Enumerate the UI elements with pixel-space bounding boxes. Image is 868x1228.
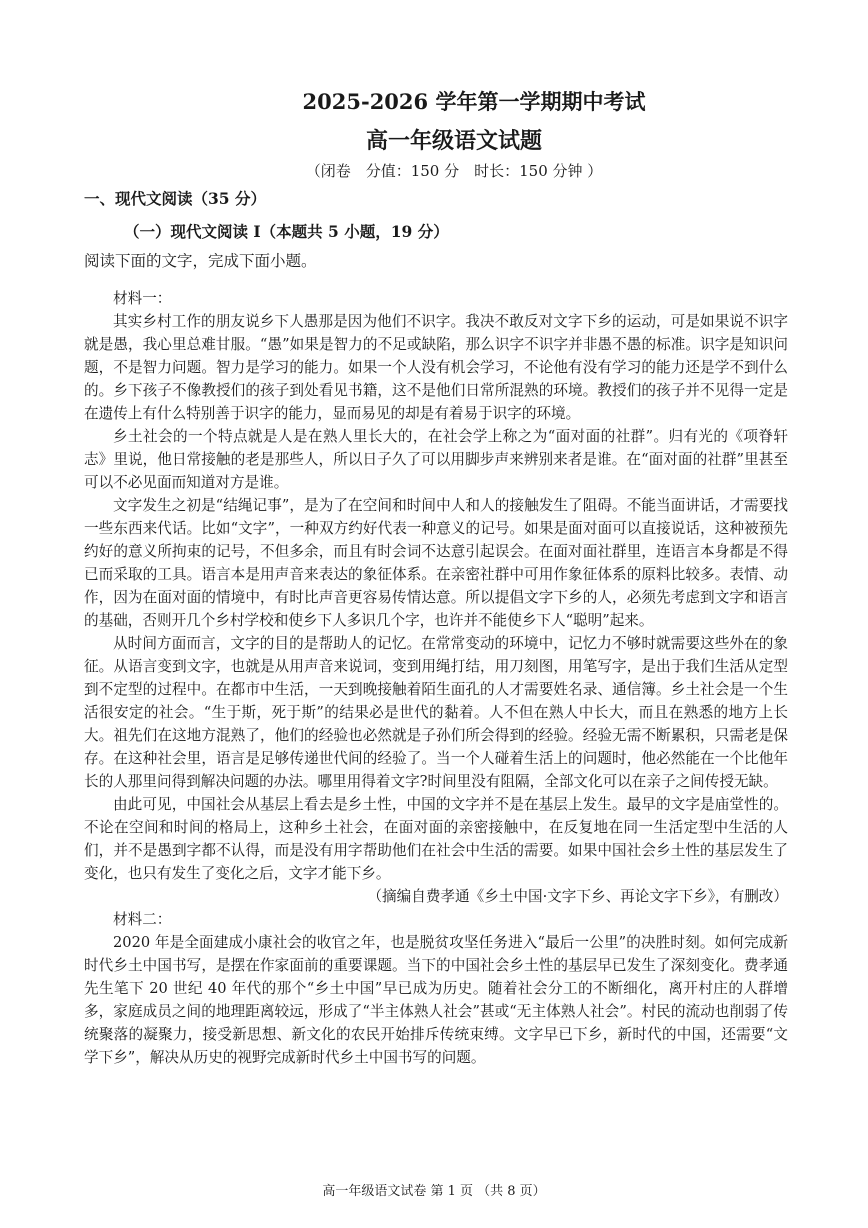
exam-info: （闭卷 分值：150 分 时长：150 分钟 ） — [305, 162, 603, 180]
material-one-source: （摘编自费孝通《乡土中国·文字下乡、再论文字下乡》，有删改） — [367, 888, 788, 905]
material-one-label: 材料一： — [113, 290, 172, 307]
material-one-paragraph: 文字发生之初是“结绳记事”，是为了在空间和时间中人和人的接触发生了阻碍。不能当面讲话，才需要找一些东西来代话。比如“文字”，一种双方约好代表一种意义的记号。如果是面对面可以直接说话，这种被预先约好的意义所拘束的记号，不但多余，而且有时会词不达意引起误会。在面对面社群里，连语言本身都是不得已而采取的工具。语言本是用声音来表达的象征体系。在亲密社群中可用作象征体系的原料比较多。表情、动作，因为在面对面的情境中，有时比声音更容易传情达意。所以提倡文字下乡的人，必须先考虑到文字和语言的基础，否则开几个乡村学校和使乡下人多识几个字，也许并不能使乡下人“聪明”起来。 — [84, 497, 788, 629]
material-one-paragraph: 乡土社会的一个特点就是人是在熟人里长大的，在社会学上称之为“面对面的社群”。归有光的《项脊轩志》里说，他日常接触的老是那些人，所以日子久了可以用脚步声来辨别来者是谁。在“面对面的社群”里甚至可以不必见面而知道对方是谁。 — [84, 428, 788, 491]
reading-passage — [84, 287, 788, 1069]
sub-section-heading: （一）现代文阅读 I（本题共 5 小题，19 分） — [124, 222, 449, 241]
material-one-paragraph: 从时间方面而言，文字的目的是帮助人的记忆。在常常变动的环境中，记忆力不够时就需要这些外在的象征。从语言变到文字，也就是从用声音来说词，变到用绳打结，用刀刻图，用笔写字，是出于我们生活从定型到不定型的过程中。在都市中生活，一天到晚接触着陌生面孔的人才需要姓名录、通信簿。乡土社会是一个生活很安定的社会。“生于斯，死于斯”的结果必是世代的黏着。人不但在熟人中长大，而且在熟悉的地方上长大。祖先们在这地方混熟了，他们的经验也必然就是子孙们所会得到的经验。经验无需不断累积，只需老是保存。在这种社会里，语言是足够传递世代间的经验了。当一个人碰着生活上的问题时，他必然能在一个比他年长的人那里问得到解决问题的办法。哪里用得着文字?时间里没有阻隔，全部文化可以在亲子之间传授无缺。 — [84, 635, 788, 790]
reading-instruction: 阅读下面的文字，完成下面小题。 — [84, 252, 317, 270]
exam-subtitle: 高一年级语文试题 — [365, 128, 542, 154]
section-heading: 一、现代文阅读（35 分） — [84, 189, 266, 208]
page-footer: 高一年级语文试卷 第 1 页 （共 8 页） — [322, 1184, 546, 1199]
material-two-label: 材料二： — [113, 911, 172, 928]
material-one-paragraph: 其实乡村工作的朋友说乡下人愚那是因为他们不识字。我决不敢反对文字下乡的运动，可是如果说不识字就是愚，我心里总难甘服。“愚”如果是智力的不足或缺陷，那么识字不识字并非愚不愚的标准。识字是知识问题，不是智力问题。智力是学习的能力。如果一个人没有机会学习，不论他有没有学习的能力还是学不到什么的。乡下孩子不像教授们的孩子到处看见书籍，这不是他们日常所混熟的环境。教授们的孩子并不见得一定是在遗传上有什么特别善于识字的能力，显而易见的却是有着易于识字的环境。 — [84, 313, 788, 422]
exam-title: 2025-2026 学年第一学期期中考试 — [302, 89, 646, 114]
material-two-paragraph: 2020 年是全面建成小康社会的收官之年，也是脱贫攻坚任务进入“最后一公里”的决胜时刻。如何完成新时代乡土中国书写，是摆在作家面前的重要课题。当下的中国社会乡土性的基层早已发生了深刻变化。费孝通先生笔下 20 世纪 40 年代的那个“乡土中国”早已成为历史。随着社会分工的不断细化，离开村庄的人群增多，家庭成员之间的地理距离较远，形成了“半主体熟人社会”甚或“无主体熟人社会”。村民的流动也削弱了传统聚落的凝聚力，接受新思想、新文化的农民开始排斥传统束缚。文字早已下乡，新时代的中国，还需要“文学下乡”，解决从历史的视野完成新时代乡土中国书写的问题。 — [84, 934, 788, 1066]
material-one-paragraph: 由此可见，中国社会从基层上看去是乡土性，中国的文字并不是在基层上发生。最早的文字是庙堂性的。不论在空间和时间的格局上，这种乡土社会，在面对面的亲密接触中，在反复地在同一生活定型中生活的人们，并不是愚到字都不认得，而是没有用字帮助他们在社会中生活的需要。如果中国社会乡土性的基层发生了变化，也只有发生了变化之后，文字才能下乡。 — [84, 796, 788, 882]
